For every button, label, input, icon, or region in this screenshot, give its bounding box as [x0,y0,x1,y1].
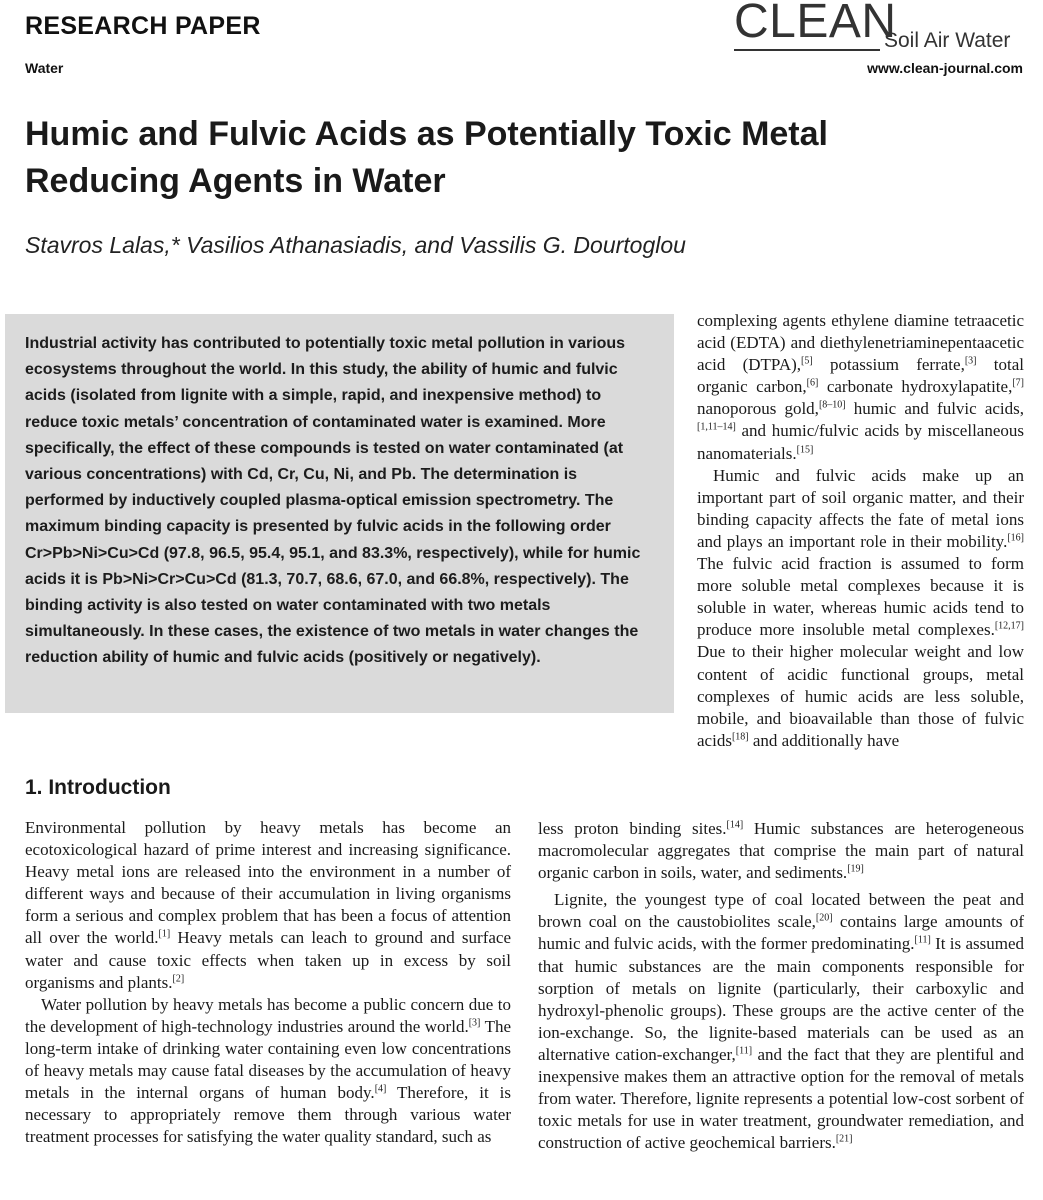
citation-ref[interactable]: [19] [847,863,864,875]
citation-ref[interactable]: [16] [1007,532,1024,544]
citation-ref[interactable]: [21] [835,1133,853,1145]
citation-ref[interactable]: [12,17] [994,620,1024,632]
body-column-right-upper [697,310,1024,752]
citation-ref[interactable]: [15] [796,443,814,455]
section-heading-introduction: 1. Introduction [25,776,171,799]
citation-ref[interactable]: [1,11–14] [697,421,736,433]
body-column-right-lower [538,818,1024,1154]
citation-ref[interactable]: [5] [801,355,813,367]
citation-ref[interactable]: [8–10] [818,399,846,411]
citation-ref[interactable]: [4] [374,1083,387,1095]
intro-paragraph-2: Water pollution by heavy metals has become a public concern due to the development of high-technology industries around the world.[3] The long-term intake of drinking water containing even low concentrations of heavy metals may cause fatal diseases by the accumulation of heavy metals in the internal organs of human body.[4] Therefore, it is necessary to appropriately remove them through various water treatment processes for satisfying the water quality standard, such as [25,994,512,1147]
citation-ref[interactable]: [3] [964,355,977,367]
journal-logo-subtitle: Soil Air Water [884,29,1011,52]
citation-ref[interactable]: [14] [726,819,744,831]
journal-logo-wordmark: CLEAN [734,0,897,48]
section-label: Water [25,60,64,76]
author-list: Stavros Lalas,* Vasilios Athanasiadis, and Vassilis G. Dourtoglou [25,232,686,258]
intro-paragraph-3: Humic and fulvic acids make up an important part of soil organic matter, and their binding capacity affects the fate of metal ions and plays an important role in their mobility.[16] The fulvic acid fraction is assumed to form more soluble metal complexes because it is soluble in water, whereas humic acids tend to produce more insoluble metal complexes.[12,17] Due to their higher molecular weight and low content of acidic functional groups, metal complexes of humic acids are less soluble, mobile, and bioavailable than those of fulvic acids[18] and additionally have [697,465,1024,750]
citation-ref[interactable]: [11] [914,934,931,946]
intro-paragraph-1: Environmental pollution by heavy metals has become an ecotoxicological hazard of prime interest and increasing significance. Heavy metal ions are released into the environment in a number of different ways and because of their accumulation in living organisms form a serious and complex problem that has been a focus of attention all over the world.[1] Heavy metals can leach to ground and surface water and cause toxic effects when taken up in excess by soil organisms and plants.[2] [25,818,511,992]
body-column-left [25,817,511,1148]
paper-type-label: RESEARCH PAPER [25,12,261,40]
citation-ref[interactable]: [6] [806,377,819,389]
intro-paragraph-4: Lignite, the youngest type of coal located between the peat and brown coal on the caustobiolites scale,[20] contains large amounts of humic and fulvic acids, with the former predominating.[11] It is assumed that humic substances are the main components responsible for sorption of metals on lignite (particularly, their carboxylic and hydroxyl-phenolic groups). These groups are the active center of the ion-exchange. So, the lignite-based materials can be used as an alternative cation-exchanger,[11] and the fact that they are plentiful and inexpensive makes them an attractive option for the removal of metals from water. Therefore, lignite represents a potential low-cost sorbent of toxic metals for use in water treatment, groundwater remediation, and construction of active geochemical barriers.[21] [538,890,1025,1153]
intro-paragraph-3-continued: less proton binding sites.[14] Humic substances are heterogeneous macromolecular aggregates that comprise the main part of natural organic carbon in soils, water, and sediments.[19] [538,819,1024,883]
logo-underline [734,49,880,51]
citation-ref[interactable]: [18] [731,731,749,743]
abstract-text: Industrial activity has contributed to potentially toxic metal pollution in various ecosystems throughout the world. In this study, the ability of humic and fulvic acids (isolated from lignite with a simple, rapid, and inexpensive method) to reduce toxic metals’ concentration of contaminated water is examined. More specifically, the effect of these compounds is tested on water contaminated (at various concentrations) with Cd, Cr, Cu, Ni, and Pb. The determination is performed by inductively coupled plasma-optical emission spectrometry. The maximum binding capacity is presented by fulvic acids in the following order Cr>Pb>Ni>Cu>Cd (97.8, 96.5, 95.4, 95.1, and 83.3%, respectively), while for humic acids it is Pb>Ni>Cr>Cu>Cd (81.3, 70.7, 68.6, 67.0, and 66.8%, respectively). The binding activity is also tested on water contaminated with two metals simultaneously. In these cases, the existence of two metals in water changes the reduction ability of humic and fulvic acids (positively or negatively). [25,335,641,667]
citation-ref[interactable]: [2] [172,973,185,984]
journal-website: www.clean-journal.com [867,60,1023,76]
citation-ref[interactable]: [1] [158,928,171,940]
citation-ref[interactable]: [7] [1012,377,1025,389]
citation-ref[interactable]: [11] [735,1045,753,1057]
citation-ref[interactable]: [20] [815,912,833,924]
intro-paragraph-2-continued: complexing agents ethylene diamine tetraacetic acid (EDTA) and diethylenetriaminepentaacetic acid (DTPA),[5] potassium ferrate,[3] total organic carbon,[6] carbonate hydroxylapatite,[7] nanoporous gold,[8–10] humic and fulvic acids,[1,11–14] and humic/fulvic acids by miscellaneous nanomaterials.[15] [697,311,1025,463]
paper-title: Humic and Fulvic Acids as Potentially Toxic Metal Reducing Agents in Water [25,115,828,200]
citation-ref[interactable]: [3] [468,1017,481,1029]
